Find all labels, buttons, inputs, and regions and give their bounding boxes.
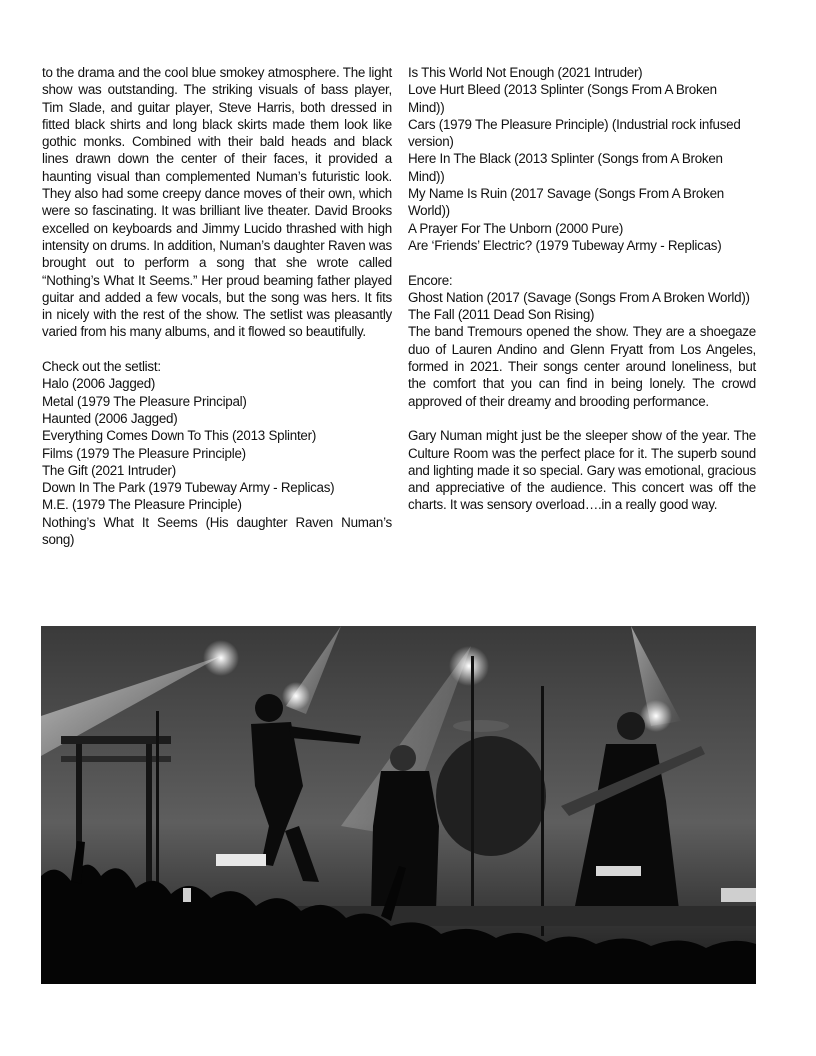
cymbal xyxy=(453,720,509,732)
right-column xyxy=(408,64,756,514)
setlist-item: The Gift (2021 Intruder) xyxy=(42,462,176,478)
encore-item: Ghost Nation (2017 (Savage (Songs From A Broken World)) xyxy=(408,289,750,305)
performer-head xyxy=(390,745,416,771)
performer-body xyxy=(371,771,439,911)
setlist-item: Everything Comes Down To This (2013 Splinter) xyxy=(42,428,317,444)
performer-head xyxy=(617,712,645,740)
concert-stage-illustration xyxy=(41,626,756,984)
keyboard-rig xyxy=(61,736,171,744)
setlist-item: Films (1979 The Pleasure Principle) xyxy=(42,445,246,461)
setlist-item: Cars (1979 The Pleasure Principle) (Industrial rock infused version) xyxy=(408,116,741,150)
paragraph-gap xyxy=(42,341,392,358)
paragraph-gap xyxy=(408,410,756,427)
mic-stand xyxy=(471,656,474,906)
stage-light xyxy=(282,682,310,710)
setlist-item: Are ‘Friends’ Electric? (1979 Tubeway Army - Replicas) xyxy=(408,237,722,253)
setlist-item: Here In The Black (2013 Splinter (Songs from A Broken Mind)) xyxy=(408,151,723,184)
paragraph-gap xyxy=(408,254,756,271)
setlist-item: Metal (1979 The Pleasure Principal) xyxy=(42,393,247,409)
setlist-item: Nothing’s What It Seems (His daughter Raven Numan’s song) xyxy=(42,514,392,548)
encore-list xyxy=(408,289,756,324)
setlist-heading: Check out the setlist: xyxy=(42,359,161,375)
setlist-item: Halo (2006 Jagged) xyxy=(42,376,156,392)
setlist-item: Love Hurt Bleed (2013 Splinter (Songs From A Broken Mind)) xyxy=(408,82,717,115)
mic-stand xyxy=(541,686,544,936)
phone-screen xyxy=(183,888,191,902)
encore-item: The Fall (2011 Dead Son Rising) xyxy=(408,307,595,323)
floor-light xyxy=(721,888,756,902)
concert-photo xyxy=(41,626,756,984)
review-paragraph: to the drama and the cool blue smokey atmosphere. The light show was outstanding. The striking visuals of bass player, Tim Slade, and guitar player, Steve Harris, both dressed in fitted black shirts and long black skirts made them look like gothic monks. Combined with their bald heads and black lines drawn down the center of their faces, it provided a haunting visual than complemented Numan’s futuristic look. They also had some creepy dance moves of their own, which were so fascinating. It was brilliant live theater. David Brooks excelled on keyboards and Jimmy Lucido thrashed with high intensity on drums. In addition, Numan’s daughter Raven was brought out to perform a song that she wrote called “Nothing’s What It Seems.” Her proud beaming father played guitar and added a few vocals, but the song was hers. It fits in nicely with the rest of the show. The setlist was pleasantly varied from his many albums, and it flowed so beautifully. xyxy=(42,65,392,340)
stage-light xyxy=(449,646,489,686)
setlist-item: M.E. (1979 The Pleasure Principle) xyxy=(42,497,242,513)
setlist-item: Haunted (2006 Jagged) xyxy=(42,410,178,426)
performer-head xyxy=(255,694,283,722)
setlist-item: Down In The Park (1979 Tubeway Army - Replicas) xyxy=(42,480,335,496)
setlist-continued xyxy=(408,64,756,254)
setlist-item: Is This World Not Enough (2021 Intruder) xyxy=(408,65,643,80)
left-column xyxy=(42,64,392,548)
closing-paragraph: Gary Numan might just be the sleeper show of the year. The Culture Room was the perfect place for it. The superb sound and lighting made it so special. Gary was emotional, gracious and appreciative of the audience. This concert was off the charts. It was sensory overload….in a really good way. xyxy=(408,428,756,513)
floor-light xyxy=(216,854,266,866)
setlist xyxy=(42,375,392,548)
encore-heading: Encore: xyxy=(408,272,453,288)
stage-light xyxy=(203,640,239,676)
setlist-item: A Prayer For The Unborn (2000 Pure) xyxy=(408,220,624,236)
drum-kit xyxy=(436,736,546,856)
opener-paragraph: The band Tremours opened the show. They are a shoegaze duo of Lauren Andino and Glenn Fryatt from Los Angeles, formed in 2021. Their songs center around loneliness, but the comfort that you can find in being lonely. The crowd approved of their dreamy and brooding performance. xyxy=(408,324,756,409)
setlist-item: My Name Is Ruin (2017 Savage (Songs From A Broken World)) xyxy=(408,186,724,219)
floor-light xyxy=(596,866,641,876)
